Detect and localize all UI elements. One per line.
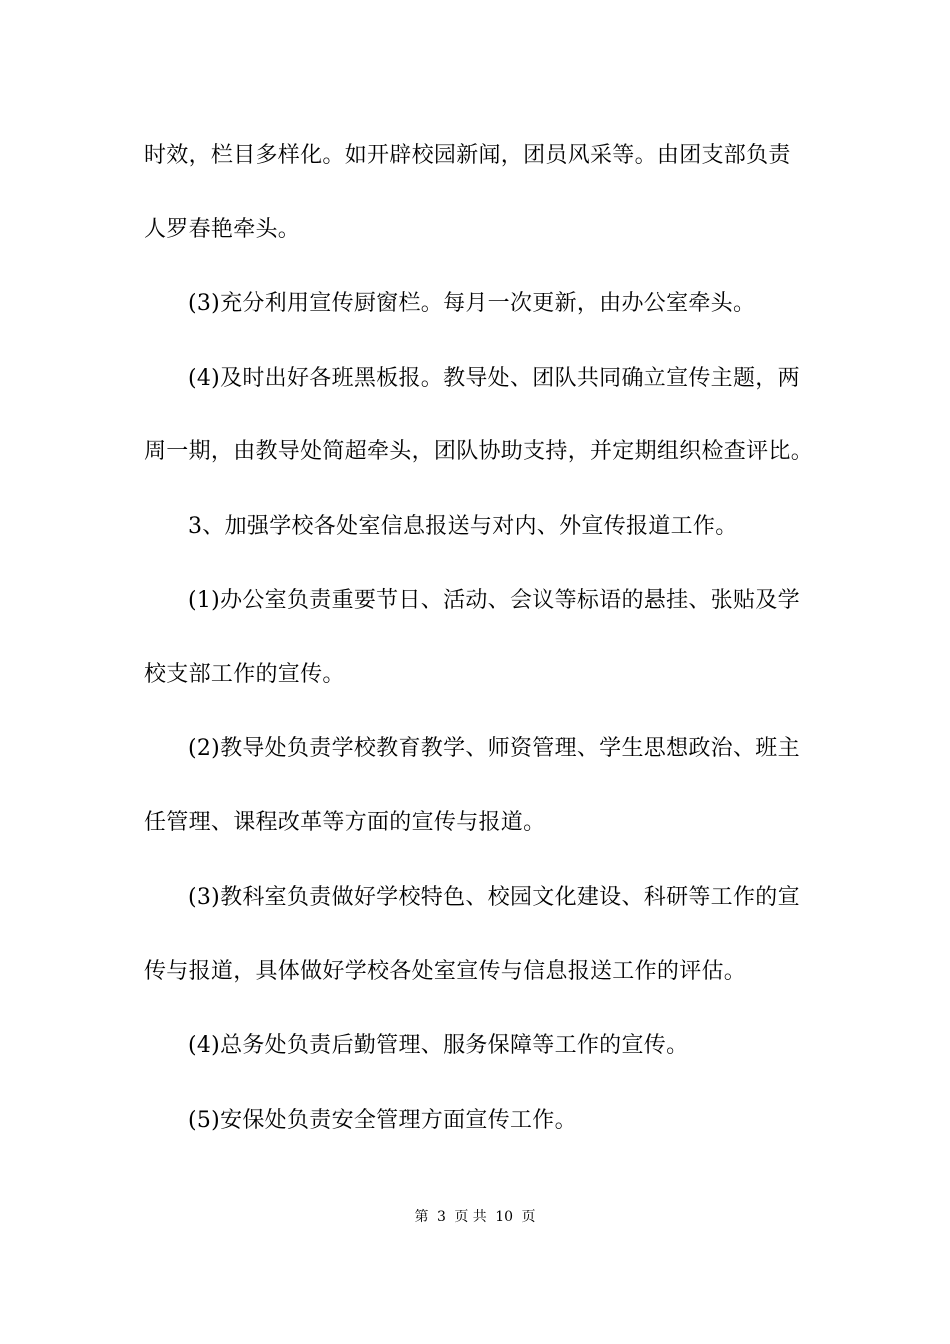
current-page-number: 3 [436, 1209, 446, 1225]
paragraph-line: 任管理、课程改革等方面的宣传与报道。 [144, 810, 546, 835]
paragraph-line: (2)教导处负责学校教育教学、师资管理、学生思想政治、班主 [188, 736, 800, 761]
paragraph-line: 人罗春艳牵头。 [144, 217, 301, 242]
total-pages-number: 10 [495, 1209, 514, 1225]
section-heading: 3、加强学校各处室信息报送与对内、外宣传报道工作。 [188, 514, 738, 539]
page-footer [0, 1207, 950, 1227]
footer-mid: 页 共 [454, 1209, 487, 1225]
footer-suffix: 页 [521, 1209, 536, 1225]
paragraph-line: 周一期，由教导处简超牵头，团队协助支持，并定期组织检查评比。 [144, 439, 814, 464]
paragraph-line: (3)教科室负责做好学校特色、校园文化建设、科研等工作的宣 [188, 885, 800, 910]
paragraph-line: (5)安保处负责安全管理方面宣传工作。 [188, 1108, 577, 1133]
paragraph-line: (4)总务处负责后勤管理、服务保障等工作的宣传。 [188, 1033, 689, 1058]
paragraph-line: (3)充分利用宣传厨窗栏。每月一次更新，由办公室牵头。 [188, 291, 756, 316]
paragraph-line: 时效，栏目多样化。如开辟校园新闻，团员风采等。由团支部负责 [144, 143, 791, 168]
paragraph-line: 校支部工作的宣传。 [144, 662, 345, 687]
paragraph-line: 传与报道，具体做好学校各处室宣传与信息报送工作的评估。 [144, 959, 747, 984]
footer-prefix: 第 [414, 1209, 429, 1225]
paragraph-line: (1)办公室负责重要节日、活动、会议等标语的悬挂、张贴及学 [188, 588, 800, 613]
paragraph-line: (4)及时出好各班黑板报。教导处、团队共同确立宣传主题，两 [188, 366, 800, 391]
